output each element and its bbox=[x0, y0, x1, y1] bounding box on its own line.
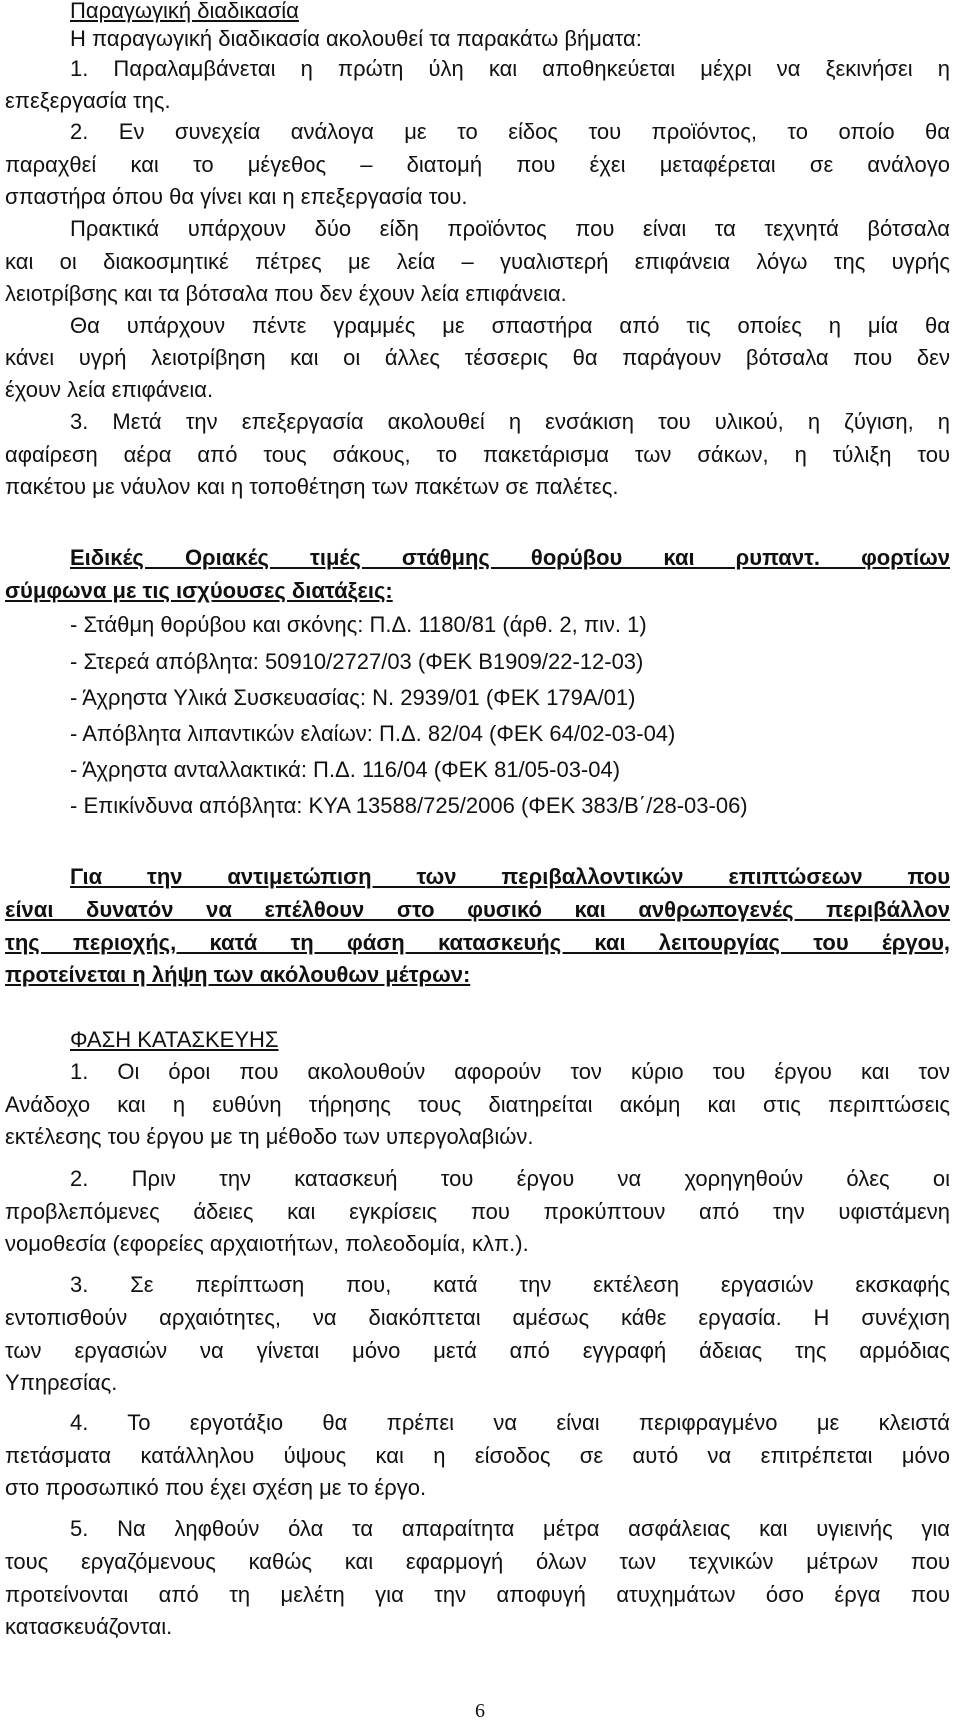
lead-text: Η παραγωγική διαδικασία ακολουθεί τα παρακάτω βήματα: bbox=[70, 26, 642, 51]
step2-line3: σπαστήρα όπου θα γίνει και η επεξεργασία του. bbox=[5, 184, 468, 209]
lines-line1: Θα υπάρχουν πέντε γραμμές με σπαστήρα από τις οποίες η μία θα bbox=[70, 313, 950, 338]
measure2-line2: προβλεπόμενες άδειες και εγκρίσεις που προκύπτουν από την υφιστάμενη bbox=[5, 1199, 950, 1224]
limits-heading-line2: σύμφωνα με τις ισχύουσες διατάξεις: bbox=[5, 578, 393, 603]
section-heading-production: Παραγωγική διαδικασία bbox=[70, 0, 299, 23]
limit-item: - Άχρηστα ανταλλακτικά: Π.Δ. 116/04 (ΦΕΚ 81/05-03-04) bbox=[70, 757, 621, 782]
phase-heading: ΦΑΣΗ ΚΑΤΑΣΚΕΥΗΣ bbox=[70, 1027, 279, 1052]
measure3-line2: εντοπισθούν αρχαιότητες, να διακόπτεται αμέσως κάθε εργασία. Η συνέχιση bbox=[5, 1305, 950, 1330]
types-line1: Πρακτικά υπάρχουν δύο είδη προϊόντος που είναι τα τεχνητά βότσαλα bbox=[70, 216, 950, 241]
measure5-line4: κατασκευάζονται. bbox=[5, 1614, 173, 1639]
measure2-line1: 2. Πριν την κατασκευή του έργου να χορηγηθούν όλες οι bbox=[70, 1166, 950, 1191]
types-line2: και οι διακοσμητικέ πέτρες με λεία – γυαλιστερή επιφάνεια λόγω της υγρής bbox=[5, 249, 950, 274]
lines-line2: κάνει υγρή λειοτρίβηση και οι άλλες τέσσερις θα παράγουν βότσαλα που δεν bbox=[5, 345, 950, 370]
measure3-line3: των εργασιών να γίνεται μόνο μετά από εγγραφή άδειας της αρμόδιας bbox=[5, 1338, 950, 1363]
measure4-line3: στο προσωπικό που έχει σχέση με το έργο. bbox=[5, 1475, 427, 1500]
measures-heading-line2: είναι δυνατόν να επέλθουν στο φυσικό και ανθρωπογενές περιβάλλον bbox=[5, 897, 950, 922]
measure4-line1: 4. Το εργοτάξιο θα πρέπει να είναι περιφραγμένο με κλειστά bbox=[70, 1410, 950, 1435]
page-number: 6 bbox=[475, 1700, 485, 1722]
limit-item: - Απόβλητα λιπαντικών ελαίων: Π.Δ. 82/04 (ΦΕΚ 64/02-03-04) bbox=[70, 721, 676, 746]
step2-line1: 2. Εν συνεχεία ανάλογα με το είδος του προϊόντος, το οποίο θα bbox=[70, 119, 950, 144]
measure2-line3: νομοθεσία (εφορείες αρχαιοτήτων, πολεοδομία, κλπ.). bbox=[5, 1231, 529, 1256]
limit-item: - Στάθμη θορύβου και σκόνης: Π.Δ. 1180/81 (άρθ. 2, πιν. 1) bbox=[70, 612, 647, 637]
measures-heading-line1: Για την αντιμετώπιση των περιβαλλοντικών επιπτώσεων που bbox=[70, 864, 950, 889]
measure5-line3: προτείνονται από τη μελέτη για την αποφυγή ατυχημάτων όσο έργα που bbox=[5, 1582, 950, 1607]
measure5-line2: τους εργαζόμενους καθώς και εφαρμογή όλων των τεχνικών μέτρων που bbox=[5, 1549, 950, 1574]
measure3-line4: Υπηρεσίας. bbox=[5, 1370, 118, 1395]
measure1-line1: 1. Οι όροι που ακολουθούν αφορούν τον κύριο του έργου και τον bbox=[70, 1059, 950, 1084]
step3-line1: 3. Μετά την επεξεργασία ακολουθεί η ενσάκιση του υλικού, η ζύγιση, η bbox=[70, 409, 950, 434]
limits-heading-line1: Ειδικές Οριακές τιμές στάθμης θορύβου και ρυπαντ. φορτίων bbox=[70, 545, 950, 570]
measure1-line3: εκτέλεσης του έργου με τη μέθοδο των υπεργολαβιών. bbox=[5, 1124, 534, 1149]
step3-line3: πακέτου με νάυλον και η τοποθέτηση των πακέτων σε παλέτες. bbox=[5, 474, 619, 499]
step1-line2: επεξεργασία της. bbox=[5, 88, 171, 113]
measure3-line1: 3. Σε περίπτωση που, κατά την εκτέλεση εργασιών εκσκαφής bbox=[70, 1272, 950, 1297]
step2-line2: παραχθεί και το μέγεθος – διατομή που έχει μεταφέρεται σε ανάλογο bbox=[5, 152, 950, 177]
step3-line2: αφαίρεση αέρα από τους σάκους, το πακετάρισμα των σάκων, η τύλιξη του bbox=[5, 442, 950, 467]
step1-line1: 1. Παραλαμβάνεται η πρώτη ύλη και αποθηκεύεται μέχρι να ξεκινήσει η bbox=[70, 56, 950, 81]
limit-item: - Στερεά απόβλητα: 50910/2727/03 (ΦΕΚ Β1909/22-12-03) bbox=[70, 649, 644, 674]
lines-line3: έχουν λεία επιφάνεια. bbox=[5, 377, 214, 402]
measure4-line2: πετάσματα κατάλληλου ύψους και η είσοδος σε αυτό να επιτρέπεται μόνο bbox=[5, 1443, 950, 1468]
measure1-line2: Ανάδοχο και η ευθύνη τήρησης τους διατηρείται ακόμη και στις περιπτώσεις bbox=[5, 1092, 950, 1117]
measures-heading-line3: της περιοχής, κατά τη φάση κατασκευής και λειτουργίας του έργου, bbox=[5, 930, 950, 955]
limit-item: - Άχρηστα Υλικά Συσκευασίας: Ν. 2939/01 (ΦΕΚ 179Α/01) bbox=[70, 685, 636, 710]
measures-heading-line4: προτείνεται η λήψη των ακόλουθων μέτρων: bbox=[5, 962, 471, 987]
types-line3: λειοτρίβσης και τα βότσαλα που δεν έχουν λεία επιφάνεια. bbox=[5, 281, 567, 306]
limit-item: - Επικίνδυνα απόβλητα: ΚΥΑ 13588/725/2006 (ΦΕΚ 383/Β΄/28-03-06) bbox=[70, 793, 748, 818]
measure5-line1: 5. Να ληφθούν όλα τα απαραίτητα μέτρα ασφάλειας και υγιεινής για bbox=[70, 1516, 950, 1541]
